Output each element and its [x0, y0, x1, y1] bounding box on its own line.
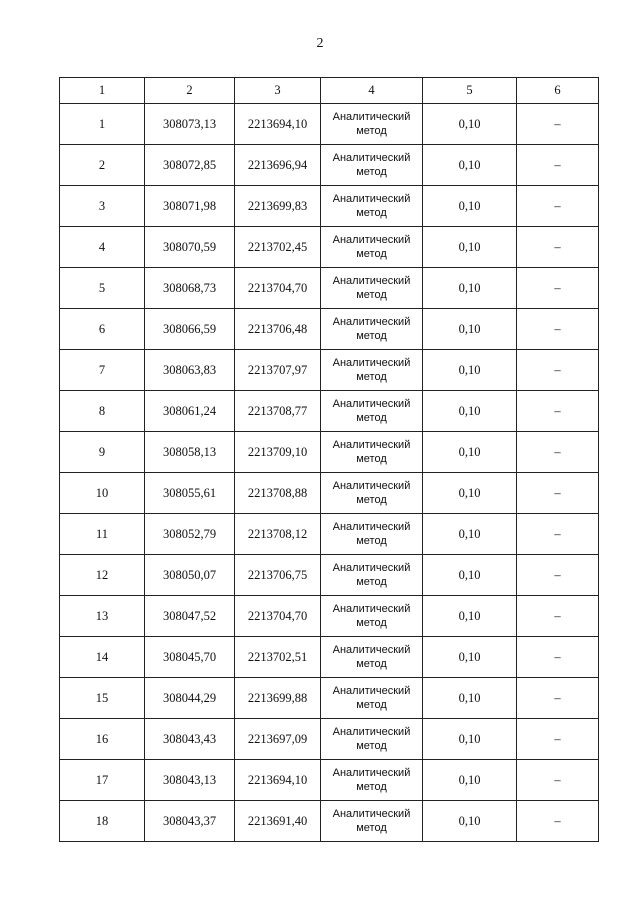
method-line-1: Аналитический — [332, 562, 411, 574]
table-row — [60, 596, 599, 637]
y-coordinate-cell: 2213707,97 — [235, 350, 321, 391]
header-cell-2: 2 — [145, 78, 235, 104]
note-cell: – — [517, 760, 599, 801]
y-coordinate-cell: 2213694,10 — [235, 760, 321, 801]
note-cell: – — [517, 596, 599, 637]
note-cell: – — [517, 350, 599, 391]
row-number-cell: 11 — [60, 514, 145, 555]
method-line-1: Аналитический — [332, 808, 411, 820]
row-number-cell: 9 — [60, 432, 145, 473]
accuracy-cell: 0,10 — [423, 432, 517, 473]
method-line-2: метод — [356, 740, 387, 752]
x-coordinate-cell: 308066,59 — [145, 309, 235, 350]
accuracy-cell: 0,10 — [423, 596, 517, 637]
header-cell-6: 6 — [517, 78, 599, 104]
note-cell: – — [517, 391, 599, 432]
x-coordinate-cell: 308071,98 — [145, 186, 235, 227]
method-cell — [321, 309, 423, 350]
method-line-2: метод — [356, 371, 387, 383]
table-row — [60, 801, 599, 842]
row-number-cell: 10 — [60, 473, 145, 514]
table-body — [60, 104, 599, 842]
x-coordinate-cell: 308044,29 — [145, 678, 235, 719]
row-number-cell: 1 — [60, 104, 145, 145]
note-cell: – — [517, 801, 599, 842]
note-cell: – — [517, 309, 599, 350]
method-cell — [321, 514, 423, 555]
table-row — [60, 391, 599, 432]
y-coordinate-cell: 2213708,77 — [235, 391, 321, 432]
row-number-cell: 6 — [60, 309, 145, 350]
y-coordinate-cell: 2213704,70 — [235, 596, 321, 637]
method-line-1: Аналитический — [332, 357, 411, 369]
accuracy-cell: 0,10 — [423, 350, 517, 391]
method-line-2: метод — [356, 207, 387, 219]
row-number-cell: 3 — [60, 186, 145, 227]
method-cell — [321, 555, 423, 596]
table-row — [60, 637, 599, 678]
row-number-cell: 13 — [60, 596, 145, 637]
accuracy-cell: 0,10 — [423, 637, 517, 678]
note-cell: – — [517, 432, 599, 473]
table-row — [60, 514, 599, 555]
y-coordinate-cell: 2213697,09 — [235, 719, 321, 760]
note-cell: – — [517, 227, 599, 268]
table-row — [60, 719, 599, 760]
row-number-cell: 16 — [60, 719, 145, 760]
method-cell — [321, 801, 423, 842]
method-line-1: Аналитический — [332, 398, 411, 410]
accuracy-cell: 0,10 — [423, 227, 517, 268]
header-cell-4: 4 — [321, 78, 423, 104]
note-cell: – — [517, 637, 599, 678]
method-line-2: метод — [356, 248, 387, 260]
accuracy-cell: 0,10 — [423, 678, 517, 719]
table-row — [60, 473, 599, 514]
table-row — [60, 186, 599, 227]
y-coordinate-cell: 2213709,10 — [235, 432, 321, 473]
method-line-2: метод — [356, 617, 387, 629]
method-line-1: Аналитический — [332, 234, 411, 246]
accuracy-cell: 0,10 — [423, 145, 517, 186]
coordinates-table — [59, 77, 599, 842]
page-number: 2 — [316, 36, 324, 51]
method-cell — [321, 596, 423, 637]
note-cell: – — [517, 678, 599, 719]
y-coordinate-cell: 2213702,51 — [235, 637, 321, 678]
note-cell: – — [517, 268, 599, 309]
y-coordinate-cell: 2213694,10 — [235, 104, 321, 145]
method-line-2: метод — [356, 330, 387, 342]
row-number-cell: 5 — [60, 268, 145, 309]
method-line-1: Аналитический — [332, 480, 411, 492]
method-line-2: метод — [356, 125, 387, 137]
header-cell-5: 5 — [423, 78, 517, 104]
y-coordinate-cell: 2213702,45 — [235, 227, 321, 268]
row-number-cell: 7 — [60, 350, 145, 391]
table-row — [60, 145, 599, 186]
table-row — [60, 268, 599, 309]
row-number-cell: 14 — [60, 637, 145, 678]
accuracy-cell: 0,10 — [423, 104, 517, 145]
table-row — [60, 678, 599, 719]
x-coordinate-cell: 308061,24 — [145, 391, 235, 432]
table-row — [60, 350, 599, 391]
y-coordinate-cell: 2213704,70 — [235, 268, 321, 309]
method-cell — [321, 186, 423, 227]
accuracy-cell: 0,10 — [423, 309, 517, 350]
table-row — [60, 309, 599, 350]
method-cell — [321, 473, 423, 514]
row-number-cell: 17 — [60, 760, 145, 801]
note-cell: – — [517, 145, 599, 186]
method-cell — [321, 637, 423, 678]
y-coordinate-cell: 2213699,83 — [235, 186, 321, 227]
table-row — [60, 104, 599, 145]
note-cell: – — [517, 186, 599, 227]
x-coordinate-cell: 308073,13 — [145, 104, 235, 145]
method-cell — [321, 350, 423, 391]
method-line-2: метод — [356, 576, 387, 588]
method-line-2: метод — [356, 822, 387, 834]
note-cell: – — [517, 104, 599, 145]
method-line-2: метод — [356, 494, 387, 506]
accuracy-cell: 0,10 — [423, 760, 517, 801]
accuracy-cell: 0,10 — [423, 514, 517, 555]
accuracy-cell: 0,10 — [423, 268, 517, 309]
accuracy-cell: 0,10 — [423, 473, 517, 514]
accuracy-cell: 0,10 — [423, 719, 517, 760]
method-line-1: Аналитический — [332, 439, 411, 451]
y-coordinate-cell: 2213699,88 — [235, 678, 321, 719]
x-coordinate-cell: 308050,07 — [145, 555, 235, 596]
method-cell — [321, 268, 423, 309]
row-number-cell: 8 — [60, 391, 145, 432]
y-coordinate-cell: 2213706,48 — [235, 309, 321, 350]
x-coordinate-cell: 308043,43 — [145, 719, 235, 760]
accuracy-cell: 0,10 — [423, 555, 517, 596]
accuracy-cell: 0,10 — [423, 186, 517, 227]
method-line-1: Аналитический — [332, 316, 411, 328]
method-line-1: Аналитический — [332, 644, 411, 656]
method-line-2: метод — [356, 658, 387, 670]
x-coordinate-cell: 308047,52 — [145, 596, 235, 637]
x-coordinate-cell: 308052,79 — [145, 514, 235, 555]
table-row — [60, 227, 599, 268]
method-cell — [321, 719, 423, 760]
method-line-2: метод — [356, 166, 387, 178]
method-line-1: Аналитический — [332, 275, 411, 287]
header-row — [60, 78, 599, 104]
x-coordinate-cell: 308045,70 — [145, 637, 235, 678]
table-row — [60, 432, 599, 473]
x-coordinate-cell: 308043,37 — [145, 801, 235, 842]
method-line-1: Аналитический — [332, 767, 411, 779]
row-number-cell: 12 — [60, 555, 145, 596]
method-cell — [321, 104, 423, 145]
method-line-2: метод — [356, 412, 387, 424]
y-coordinate-cell: 2213696,94 — [235, 145, 321, 186]
table-row — [60, 760, 599, 801]
note-cell: – — [517, 719, 599, 760]
row-number-cell: 18 — [60, 801, 145, 842]
header-cell-1: 1 — [60, 78, 145, 104]
method-line-1: Аналитический — [332, 685, 411, 697]
y-coordinate-cell: 2213708,88 — [235, 473, 321, 514]
x-coordinate-cell: 308055,61 — [145, 473, 235, 514]
method-line-1: Аналитический — [332, 603, 411, 615]
method-line-1: Аналитический — [332, 521, 411, 533]
note-cell: – — [517, 514, 599, 555]
method-cell — [321, 432, 423, 473]
method-cell — [321, 760, 423, 801]
method-line-1: Аналитический — [332, 111, 411, 123]
accuracy-cell: 0,10 — [423, 391, 517, 432]
x-coordinate-cell: 308058,13 — [145, 432, 235, 473]
x-coordinate-cell: 308070,59 — [145, 227, 235, 268]
table-header — [60, 78, 599, 104]
note-cell: – — [517, 473, 599, 514]
method-cell — [321, 391, 423, 432]
method-line-2: метод — [356, 289, 387, 301]
y-coordinate-cell: 2213708,12 — [235, 514, 321, 555]
x-coordinate-cell: 308068,73 — [145, 268, 235, 309]
y-coordinate-cell: 2213691,40 — [235, 801, 321, 842]
x-coordinate-cell: 308043,13 — [145, 760, 235, 801]
table-row — [60, 555, 599, 596]
row-number-cell: 2 — [60, 145, 145, 186]
y-coordinate-cell: 2213706,75 — [235, 555, 321, 596]
method-line-2: метод — [356, 699, 387, 711]
method-line-1: Аналитический — [332, 726, 411, 738]
method-line-2: метод — [356, 781, 387, 793]
method-cell — [321, 227, 423, 268]
method-line-1: Аналитический — [332, 193, 411, 205]
method-line-2: метод — [356, 453, 387, 465]
method-line-1: Аналитический — [332, 152, 411, 164]
row-number-cell: 4 — [60, 227, 145, 268]
method-line-2: метод — [356, 535, 387, 547]
header-cell-3: 3 — [235, 78, 321, 104]
x-coordinate-cell: 308072,85 — [145, 145, 235, 186]
accuracy-cell: 0,10 — [423, 801, 517, 842]
x-coordinate-cell: 308063,83 — [145, 350, 235, 391]
row-number-cell: 15 — [60, 678, 145, 719]
note-cell: – — [517, 555, 599, 596]
method-cell — [321, 678, 423, 719]
method-cell — [321, 145, 423, 186]
